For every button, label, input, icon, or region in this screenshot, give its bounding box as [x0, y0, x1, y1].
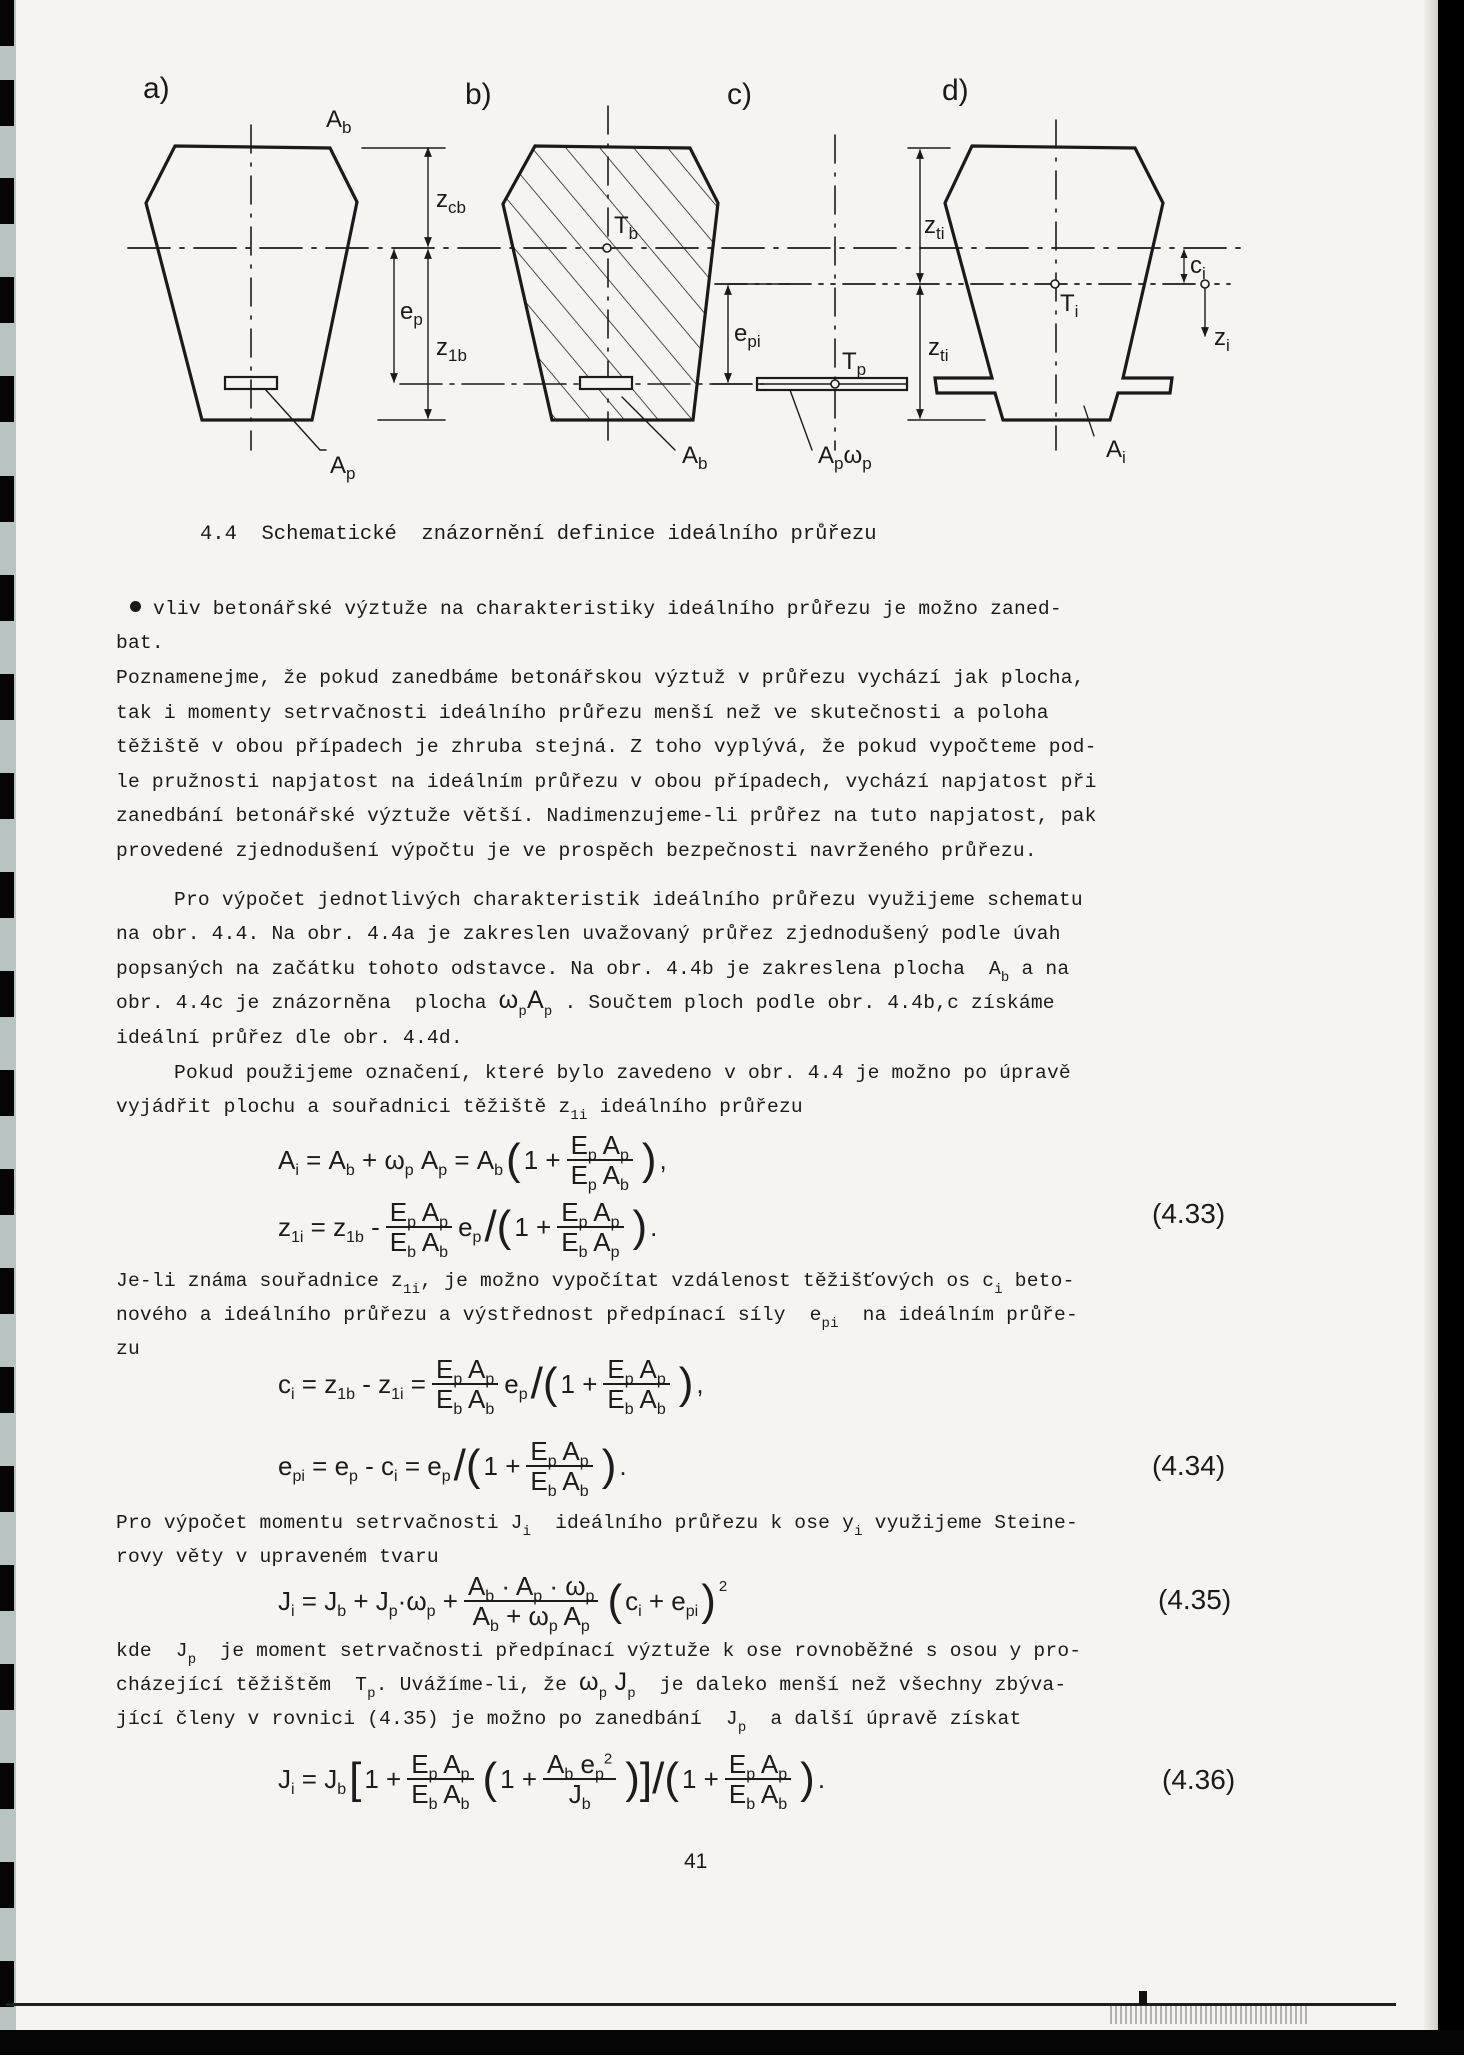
leader-apwp — [790, 390, 812, 450]
panel-label-d: d) — [942, 74, 969, 107]
centroid-ti — [1051, 280, 1059, 288]
label-epi: $e_{pi}$ — [734, 320, 761, 351]
binding-ring — [0, 1268, 14, 1314]
label-ep: $e_p$ — [400, 298, 423, 329]
centroid-tb — [603, 244, 611, 252]
bullet-item: vliv betonářské výztuže na charakteristiky ideálního průřezu je možno zaned- — [130, 596, 1062, 622]
equation-number-4-33: (4.33) — [1152, 1198, 1226, 1229]
tendon-hole-b — [580, 377, 632, 389]
equation-z1i: $z_{1i}$ = $z_{1b}$ - $\frac{E_p A_p}{E_b A_b}$ $e_p$ /( 1 + $\frac{E_p A_p}{E_b A_p}$ ) . — [278, 1197, 658, 1262]
scanner-noise — [1110, 2006, 1310, 2024]
equation-epi: $e_{pi}$ = $e_p$ - $c_i$ = $e_p$ /( 1 + $\frac{E_p A_p}{E_b A_b}$ ) . — [278, 1436, 627, 1501]
bullet-icon — [130, 601, 141, 612]
label-ap: $A_p$ — [330, 452, 356, 483]
cross-section-diagram — [0, 0, 1438, 490]
label-ab-b: $A_b$ — [682, 442, 708, 473]
figure-4-4 — [0, 0, 1438, 490]
label-z1b: $z_{1b}$ — [436, 334, 467, 365]
equation-number-4-35: (4.35) — [1158, 1584, 1232, 1615]
binding-ring — [0, 1664, 14, 1710]
binding-ring — [0, 971, 14, 1017]
label-zi: $z_i$ — [1214, 324, 1230, 355]
binding-ring — [0, 575, 14, 621]
binding-ring — [0, 1169, 14, 1215]
background-right — [1438, 0, 1464, 2055]
bullet-item-cont: bat. — [116, 632, 164, 654]
label-tb: $T_b$ — [614, 212, 639, 243]
panel-label-a: a) — [143, 72, 170, 105]
panel-label-b: b) — [465, 78, 492, 111]
figure-caption: 4.4 Schematické znázornění definice ideálního průřezu — [200, 523, 877, 546]
binding-ring — [0, 674, 14, 720]
equation-ci: $c_i$ = $z_{1b}$ - $z_{1i}$ = $\frac{E_p A_p}{E_b A_b}$ $e_p$ /( 1 + $\frac{E_p A_p}{E_b A_b}$ ) , — [278, 1354, 704, 1419]
scanner-mark — [1139, 1991, 1147, 2005]
label-ci: $c_i$ — [1190, 252, 1206, 283]
page-number: 41 — [684, 1850, 708, 1873]
binding-ring — [0, 1862, 14, 1908]
binding-ring — [0, 773, 14, 819]
label-ai: $A_i$ — [1106, 436, 1126, 467]
equation-number-4-34: (4.34) — [1152, 1450, 1226, 1481]
binding-ring — [0, 872, 14, 918]
equation-ideal-area: $A_i$ = $A_b$ + $\omega_p$ $A_p$ = $A_b$ ( 1 + $\frac{E_p A_p}{E_p A_b}$ ) , — [278, 1130, 667, 1195]
label-ti: $T_i$ — [1060, 290, 1079, 321]
binding-ring — [0, 1367, 14, 1413]
binding-ring — [0, 1070, 14, 1116]
label-zcb: $z_{cb}$ — [436, 186, 466, 217]
binding-ring — [0, 1961, 14, 2007]
equation-ji-steiner: $J_i$ = $J_b$ + $J_p\cdot\omega_p$ + $\frac{A_b \cdot A_p \cdot \omega_p}{A_b + \omega_p A_p}$ ( $c_i + e_{pi}$ ) $^2$ — [278, 1571, 728, 1636]
centroid-tp — [831, 380, 839, 388]
binding-ring — [0, 1466, 14, 1512]
label-ab-a: $A_b$ — [326, 106, 352, 137]
label-apwp: $A_p\omega_p$ — [818, 442, 872, 473]
document-page: a) b) c) d) $A_b$ $z_{cb}$ $e_p$ $z_{1b}$ $A_p$ $T_b$ $A_b$ $e_{pi}$ $T_p$ $A_p\omega_p$ $z_{ti}$ $z_{ti}$ $c_i$ $T_i$ $z_i$ $A_i$ 4.4 Schematické znázornění definice ideálního průřezu vliv betonářské výztuže na charakteristiky ideálního průřezu je možno zaned- bat. Poznamenejme, že pokud zanedbáme betonářskou výztuž v průřezu vychází jak plocha, tak i momenty setrvačnosti ideálního průřezu menší než ve skutečnosti a poloha těžiště v obou případech je zhruba stejná. Z toho vyplývá, že pokud vypočteme pod- le pružnosti napjatost na ideálním průřezu v obou případech, vychází napjatost při zanedbání betonářské výztuže větší. Nadimenzujeme-li průřez na tuto napjatost, pak provedené zjednodušení výpočtu je ve prospěch bezpečnosti navrženého průřezu. Pro výpočet jednotlivých charakteristik ideálního průřezu využijeme schematu na obr. 4.4. Na obr. 4.4a je zakreslen uvažovaný průřez zjednodušený podle úvah popsaných na začátku tohoto odstavce. Na obr. 4.4b je zakreslena plocha $A_b$ a na obr. 4.4c je znázorněna plocha $\omega_pA_p$ . Součtem ploch podle obr. 4.4b,c získáme ideální průřez dle obr. 4.4d. Pokud použijeme označení, které bylo zavedeno v obr. 4.4 je možno po úpravě vyjádřit plochu a souřadnici těžiště $z_{1i}$ ideálního průřezu $A_i$ = $A_b$ + $\omega_p$ $A_p$ = $A_b$ ( 1 + $\frac{E_p A_p}{E_p A_b}$ ) , $z_{1i}$ = $z_{1b}$ - $\frac{E_p A_p}{E_b A_b}$ $e_p$ /( 1 + $\frac{E_p A_p}{E_b A_p}$ ) . (4.33) Je-li známa souřadnice $z_{1i}$, je možno vypočítat vzdálenost těžišťových os $c_i$ beto- nového a ideálního průřezu a výstřednost předpínací síly $e_{pi}$ na ideálním průře- zu $c_i$ = $z_{1b}$ - $z_{1i}$ = $\frac{E_p A_p}{E_b A_b}$ $e_p$ /( 1 + $\frac{E_p A_p}{E_b A_b}$ ) , $e_{pi}$ = $e_p$ - $c_i$ = $e_p$ /( 1 + $\frac{E_p A_p}{E_b A_b}$ ) . (4.34) Pro výpočet momentu setrvačnosti $J_i$ ideálního průřezu k ose $y_i$ využijeme Steine- rovy věty v upraveném tvaru $J_i$ = $J_b$ + $J_p\cdot\omega_p$ + $\frac{A_b \cdot A_p \cdot \omega_p}{A_b + \omega_p A_p}$ ( $c_i + e_{pi}$ ) $^2$ (4.35) kde $J_p$ je moment setrvačnosti předpínací výztuže k ose rovnoběžné s osou y pro- cházející těžištěm $T_p$. Uvážíme-li, že $\omega_p$ $J_p$ je daleko menší než všechny zbýva- jící členy v rovnici (4.35) je možno po zanedbání $J_p$ a další úpravě získat $J_i$ = $J_b$ [ 1 + $\frac{E_p A_p}{E_b A_b}$ ( 1 + $\frac{A_b e_p^2}{J_b}$ )]/( 1 + $\frac{E_p A_p}{E_b A_b}$ ) . (4.36) 41 — [0, 0, 1438, 2030]
binding-ring — [0, 1763, 14, 1809]
label-zti-bottom: $z_{ti}$ — [928, 334, 949, 365]
label-zti-top: $z_{ti}$ — [924, 212, 945, 243]
equation-ji-final: $J_i$ = $J_b$ [ 1 + $\frac{E_p A_p}{E_b A_b}$ ( 1 + $\frac{A_b e_p^2}{J_b}$ )]/( 1 + $\frac{E_p A_p}{E_b A_b}$ ) . — [278, 1749, 826, 1814]
label-tp: $T_p$ — [842, 348, 867, 379]
binding-ring — [0, 1565, 14, 1611]
equation-number-4-36: (4.36) — [1162, 1764, 1236, 1795]
panel-label-c: c) — [727, 78, 752, 111]
background-bottom — [0, 2030, 1464, 2055]
